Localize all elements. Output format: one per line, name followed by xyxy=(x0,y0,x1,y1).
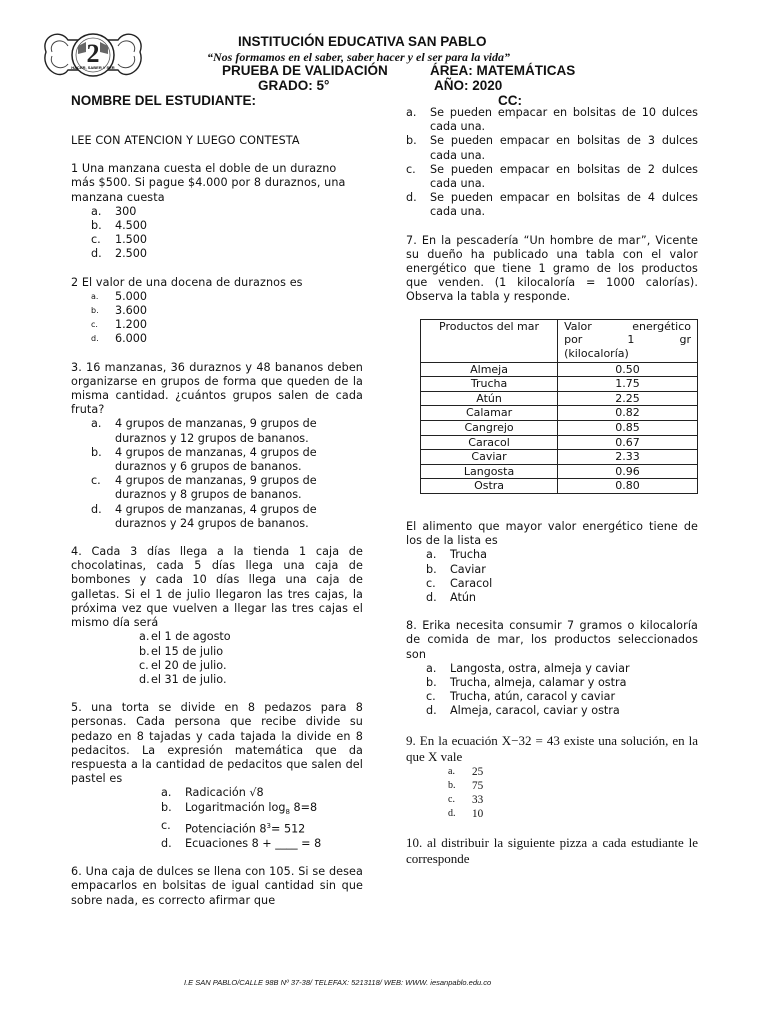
q3-option-d[interactable]: d. 4 grupos de manzanas, 4 grupos de duraznos y 24 grupos de bananos. xyxy=(91,502,317,530)
table-row: Atún 2.25 xyxy=(421,391,698,406)
instructions: LEE CON ATENCION Y LUEGO CONTESTA xyxy=(71,134,300,147)
energy-table xyxy=(420,319,698,494)
q6-options xyxy=(406,106,698,220)
q5-option-b[interactable]: b. Logaritmación $\log_8 8=8$ xyxy=(161,800,318,816)
question-1 xyxy=(71,162,363,261)
q5-option-d[interactable]: d. Ecuaciones 8 + ____ = 8 xyxy=(161,836,322,850)
table-row: Almeja 0.50 xyxy=(421,362,698,377)
table-row: Cangrejo 0.85 xyxy=(421,421,698,436)
question-2-text: 2 El valor de una docena de duraznos es xyxy=(71,275,303,289)
cc-label: CC: xyxy=(498,93,522,108)
question-6-text: 6. Una caja de dulces se llena con 105. Si se desea empacarlos en bolsitas de igual cantidad sin que sobre nada, es correcto afirmar que xyxy=(71,865,363,907)
year-label: AÑO: 2020 xyxy=(434,78,503,93)
q7-option-c[interactable]: c. Caracol xyxy=(426,576,493,590)
table-header-product: Productos del mar xyxy=(421,319,558,362)
left-column xyxy=(71,134,363,908)
question-5-text: 5. una torta se divide en 8 pedazos para 8 personas. Cada persona que recibe divide su pedazo en 8 tajadas y cada tajada la divide en 8 pedacitos. La expresión matemática que da respuesta a la cantidad de pedacitos que salen del pastel es xyxy=(71,701,363,786)
question-7-prompt: El alimento que mayor valor energético tiene de los de la lista es xyxy=(406,519,698,548)
question-10-text: 10. al distribuir la siguiente pizza a cada estudiante le corresponde xyxy=(406,835,698,867)
q3-option-c[interactable]: c. 4 grupos de manzanas, 9 grupos de duraznos y 8 grupos de bananos. xyxy=(91,474,317,502)
q2-option-a[interactable]: a. 5.000 xyxy=(91,289,148,303)
q4-option-a[interactable]: a. el 1 de agosto xyxy=(139,630,231,644)
right-column xyxy=(406,106,698,867)
table-header-row xyxy=(421,319,698,362)
q7-option-d[interactable]: d. Atún xyxy=(426,591,477,604)
question-8-text: 8. Erika necesita consumir 7 gramos o kilocaloría de comida de mar, los productos seleccionados son xyxy=(406,619,698,661)
question-9-text: 9. En la ecuación X−32 = 43 existe una solución, en la que X vale xyxy=(406,732,698,764)
q4-option-d[interactable]: d. el 31 de julio. xyxy=(139,672,227,686)
q5-option-c[interactable]: c. Potenciación $8^3= 512$ xyxy=(161,818,306,836)
school-motto: “Nos formamos en el saber, saber hacer y el ser para la vida” xyxy=(207,50,510,64)
student-name-label: NOMBRE DEL ESTUDIANTE: xyxy=(71,93,257,108)
question-1-text: 1 Una manzana cuesta el doble de un durazno más $500. Si pague $4.000 por 8 duraznos, una manzana cuesta xyxy=(71,162,346,204)
table-row: Ostra 0.80 xyxy=(421,479,698,494)
q6-option-d[interactable]: d. Se pueden empacar en bolsitas de 4 dulces cada una. xyxy=(406,191,698,219)
question-3-text: 3. 16 manzanas, 36 duraznos y 48 bananos deben organizarse en grupos de forma que queden de la misma cantidad. ¿cuántos grupos salen de cada fruta? xyxy=(71,360,363,417)
q5-option-a[interactable]: a. Radicación √8 xyxy=(161,786,264,800)
q9-option-d[interactable]: d. 10 xyxy=(448,808,484,821)
question-4-text: 4. Cada 3 días llega a la tienda 1 caja de chocolatinas, cada 5 días llega una caja de bombones y cada 10 días llega una caja de galletas. Si el 1 de julio llegaron las tres cajas, la próxima vez que vuelven a llegar las tres cajas el mismo día será xyxy=(71,545,363,630)
q9-option-b[interactable]: b. 75 xyxy=(448,779,484,792)
question-5 xyxy=(71,701,363,851)
q8-option-d[interactable]: d. Almeja, caracol, caviar y ostra xyxy=(426,704,620,718)
q9-option-c[interactable]: c. 33 xyxy=(448,794,484,807)
table-header-value: Valor energético por 1 gr (kilocaloría) xyxy=(558,319,698,362)
table-row: Langosta 0.96 xyxy=(421,464,698,479)
q3-option-a[interactable]: a. 4 grupos de manzanas, 9 grupos de duraznos y 12 grupos de bananos. xyxy=(91,417,317,445)
q4-option-b[interactable]: b. el 15 de julio xyxy=(139,644,224,658)
question-6 xyxy=(71,865,363,908)
q2-option-c[interactable]: c. 1.200 xyxy=(91,318,148,332)
question-7-text: 7. En la pescadería “Un hombre de mar”, Vicente su dueño ha publicado una tabla con el valor energético que tiene 1 gramo de los productos que venden. (1 kilocaloría = 1000 calorías). Observa la tabla y responde. xyxy=(406,233,698,304)
question-10 xyxy=(406,835,698,867)
table-row: Caviar 2.33 xyxy=(421,450,698,465)
q6-option-a[interactable]: a. Se pueden empacar en bolsitas de 10 dulces cada una. xyxy=(406,106,698,134)
school-logo xyxy=(38,22,148,88)
q2-option-b[interactable]: b. 3.600 xyxy=(91,304,148,318)
grade-label: GRADO: 5° xyxy=(258,78,330,93)
table-row: Calamar 0.82 xyxy=(421,406,698,421)
q1-option-b[interactable]: b. 4.500 xyxy=(91,219,148,233)
q1-option-c[interactable]: c. 1.500 xyxy=(91,233,148,247)
logo-text: HACER, SABER Y SER xyxy=(71,65,115,70)
question-7 xyxy=(406,234,698,606)
table-row: Caracol 0.67 xyxy=(421,435,698,450)
svg-text:2: 2 xyxy=(86,39,100,68)
question-4 xyxy=(71,545,363,687)
q8-option-a[interactable]: a. Langosta, ostra, almeja y caviar xyxy=(426,661,630,675)
school-name: INSTITUCIÓN EDUCATIVA SAN PABLO xyxy=(238,34,487,49)
q7-option-a[interactable]: a. Trucha xyxy=(426,548,487,562)
q8-option-b[interactable]: b. Trucha, almeja, calamar y ostra xyxy=(426,676,627,690)
question-3 xyxy=(71,361,363,531)
q1-option-a[interactable]: a. 300 xyxy=(91,204,137,218)
footer-address: I.E SAN PABLO/CALLE 98B Nº 37-38/ TELEFAX: 5213118/ WEB: WWW. iesanpablo.edu.co xyxy=(184,978,492,987)
table-row: Trucha 1.75 xyxy=(421,377,698,392)
question-9 xyxy=(406,733,698,822)
question-8 xyxy=(406,619,698,718)
q6-option-b[interactable]: b. Se pueden empacar en bolsitas de 3 dulces cada una. xyxy=(406,134,698,162)
q2-option-d[interactable]: d. 6.000 xyxy=(91,332,148,346)
q6-option-c[interactable]: c. Se pueden empacar en bolsitas de 2 dulces cada una. xyxy=(406,162,698,191)
question-2 xyxy=(71,276,363,347)
test-title: PRUEBA DE VALIDACIÓN xyxy=(222,63,388,78)
q4-option-c[interactable]: c. el 20 de julio. xyxy=(139,658,227,672)
q7-option-b[interactable]: b. Caviar xyxy=(426,562,486,576)
q8-option-c[interactable]: c. Trucha, atún, caracol y caviar xyxy=(426,690,616,704)
q9-option-a[interactable]: a. 25 xyxy=(448,765,484,778)
area-label: ÁREA: MATEMÁTICAS xyxy=(430,63,576,78)
q3-option-b[interactable]: b. 4 grupos de manzanas, 4 grupos de duraznos y 6 grupos de bananos. xyxy=(91,445,317,474)
q1-option-d[interactable]: d. 2.500 xyxy=(91,247,148,261)
